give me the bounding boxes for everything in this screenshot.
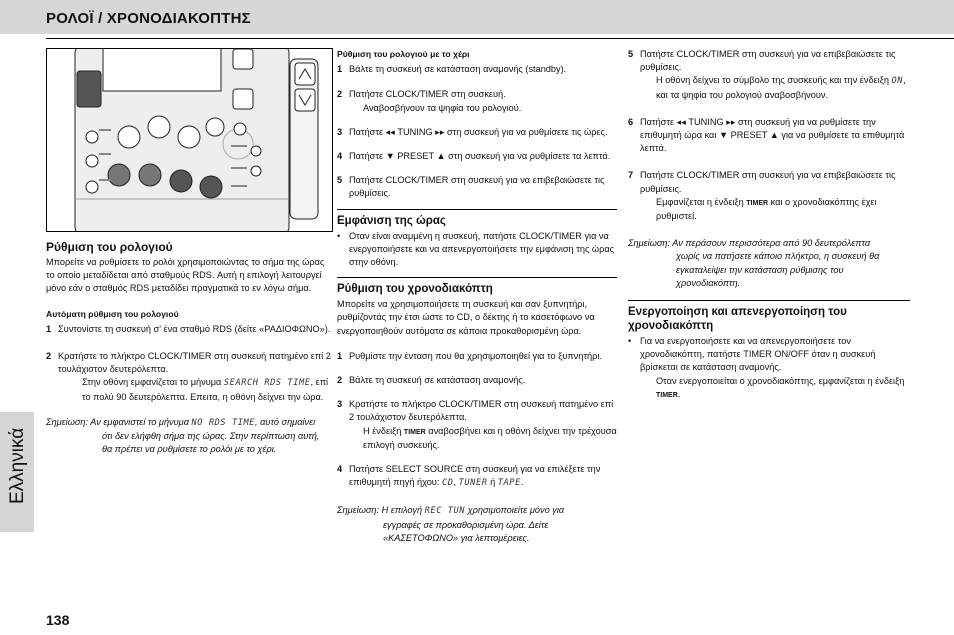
language-tab-label: Ελληνικά (7, 427, 28, 504)
lcd-text: SEARCH RDS TIME (223, 378, 311, 389)
timer-step-4: 4 Πατήστε SELECT SOURCE στη συσκευή για να επιλέξετε την επιθυμητή πηγή ήχου: CD, TUNER ή TAPE. (337, 464, 601, 489)
column-2 (337, 48, 617, 545)
bullet-timer-onoff: • Για να ενεργοποιήσετε και να απενεργοποιήσετε τον χρονοδιακόπτη, πατήστε TIMER ON/OFF όταν η συσκευή βρίσκεται σε κατάσταση αναμονής. (628, 336, 876, 373)
device-illustration (46, 48, 333, 232)
timer-step-6: 6 Πατήστε ◂◂ TUNING ▸▸ στη συσκευή για να ρυθμίσετε την επιθυμητή ώρα και ▼ PRESET ▲ για να ρυθμίσετε τα επιθυμητά λεπτά. (628, 116, 905, 154)
column-3 (628, 48, 910, 402)
note-no-rds: Σημείωση: Αν εμφανιστεί το μήνυμα NO RDS TIME, αυτό σημαίνει ότι δεν ελήφθη σήμα της ώρας. Στην περίπτωση αυτή, θα πρέπει να ρυθμίσετε το ρολόι με το χέρι. (46, 416, 320, 455)
header-rule (46, 38, 954, 39)
section-title-set-clock: Ρύθμιση του ρολογιού (46, 240, 173, 254)
divider (337, 209, 617, 210)
manual-step-2: 2 Πατήστε CLOCK/TIMER στη συσκευή. (337, 89, 506, 100)
manual-step-5: 5 Πατήστε CLOCK/TIMER στη συσκευή για να επιβεβαιώσετε τις ρυθμίσεις. (337, 175, 605, 199)
page-title: ΡΟΛΟΪ / ΧΡΟΝΟΔΙΑΚΟΠΤΗΣ (46, 10, 251, 27)
timer-step-5: 5 Πατήστε CLOCK/TIMER στη συσκευή για να επιβεβαιώσετε τις ρυθμίσεις. (628, 49, 896, 73)
manual-step-2-detail: Αναβοσβήνουν τα ψηφία του ρολογιού. (363, 102, 522, 113)
timer-step-3: 3 Κρατήστε το πλήκτρο CLOCK/TIMER στη συσκευή πατημένο επί 2 τουλάχιστον δευτερόλεπτα. (337, 399, 614, 423)
timer-step-7-detail: Εμφανίζεται η ένδειξη TIMER και ο χρονοδιακόπτης έχει ρυθμιστεί. (656, 196, 877, 222)
page-header (0, 0, 954, 34)
timer-onoff-detail: Οταν ενεργοποιείται ο χρονοδιακόπτης, εμφανίζεται η ένδειξη TIMER. (656, 375, 905, 399)
step-2-detail: Στην οθόνη εμφανίζεται το μήνυμα SEARCH RDS TIME, επί το πολύ 90 δευτερόλεπτα. Επειτα, η οθόνη δείχνει την ώρα. (82, 377, 329, 402)
timer-step-2: 2 Βάλτε τη συσκευή σε κατάσταση αναμονής. (337, 375, 526, 386)
timer-step-5-detail: Η οθόνη δείχνει το σύμβολο της συσκευής και την ένδειξη ON, και τα ψηφία του ρολογιού αναβοσβήνουν. (656, 75, 906, 100)
manual-step-3: 3 Πατήστε ◂◂ TUNING ▸▸ στη συσκευή για να ρυθμίσετε τις ώρες. (337, 126, 608, 137)
timer-intro: Μπορείτε να χρησιμοποιήσετε τη συσκευή και σαν ξυπνητήρι, ρυθμίζοντάς την έτσι ώστε το CD, ο δέκτης ή το κασετόφωνο να ενεργοποιηθούν αυτόματα σε κάποια προκαθορισμένη ώρα. (337, 299, 595, 336)
bullet-show-time: • Οταν είναι αναμμένη η συσκευή, πατήστε CLOCK/TIMER για να ενεργοποιήσετε και να απενεργοποιήσετε την εμφάνιση της ώρας στην οθόνη. (337, 230, 615, 268)
step-1: 1 Συντονίστε τη συσκευή σ' ένα σταθμό RDS (δείτε «ΡΑΔΙΟΦΩΝΟ»). (46, 323, 331, 334)
section-title-timer: Ρύθμιση του χρονοδιακόπτη (337, 283, 493, 296)
language-tab (0, 412, 34, 532)
subsection-title-auto-clock: Αυτόματη ρύθμιση του ρολογιού (46, 308, 179, 319)
note-timeout: Σημείωση: Αν περάσουν περισσότερα από 90 δευτερόλεπτα χωρίς να πατήσετε κάποιο πλήκτρο, η συσκευή θα εγκαταλείψει την κατάσταση ρύθμισης του χρονοδιακόπτη. (628, 238, 880, 288)
column-1 (46, 240, 331, 456)
page-number: 138 (46, 612, 70, 628)
section-title-show-time: Εμφάνιση της ώρας (337, 214, 446, 227)
section-title-timer-onoff: Ενεργοποίηση και απενεργοποίηση του χρονοδιακόπτη (628, 306, 847, 333)
note-rec-tun: Σημείωση: Η επιλογή REC TUN χρησιμοποιείτε μόνο για εγγραφές σε προκαθορισμένη ώρα. Δείτε «ΚΑΣΕΤΟΦΩΝΟ» για λεπτομέρειες. (337, 505, 565, 543)
divider (337, 277, 617, 278)
manual-step-4: 4 Πατήστε ▼ PRESET ▲ στη συσκευή για να ρυθμίσετε τα λεπτά. (337, 151, 611, 162)
timer-step-7: 7 Πατήστε CLOCK/TIMER στη συσκευή για να επιβεβαιώσετε τις ρυθμίσεις. (628, 170, 896, 194)
device-front-panel-drawing (47, 49, 332, 231)
timer-step-1: 1 Ρυθμίστε την ένταση που θα χρησιμοποιηθεί για το ξυπνητήρι. (337, 350, 602, 361)
timer-step-3-detail: Η ένδειξη TIMER αναβοσβήνει και η οθόνη δείχνει την τρέχουσα επιλογή συσκευής. (363, 425, 617, 450)
intro-text: Μπορείτε να ρυθμίσετε το ρολόι χρησιμοποιώντας το σήμα της ώρας το οποίο μεταδίδεται από σταθμούς RDS. Αυτή η επιλογή λειτουργεί μόνο εάν ο σταθμός RDS μεταδίδει πραγματικά το εν λόγω σήμα. (46, 257, 325, 294)
divider (628, 300, 910, 301)
manual-step-1: 1 Βάλτε τη συσκευή σε κατάσταση αναμονής (standby). (337, 64, 567, 75)
step-2: 2 Κρατήστε το πλήκτρο CLOCK/TIMER στη συσκευή πατημένο επί 2 τουλάχιστον δευτερόλεπτα. (46, 351, 331, 375)
subsection-title-manual-clock: Ρύθμιση του ρολογιού με το χέρι (337, 49, 470, 59)
